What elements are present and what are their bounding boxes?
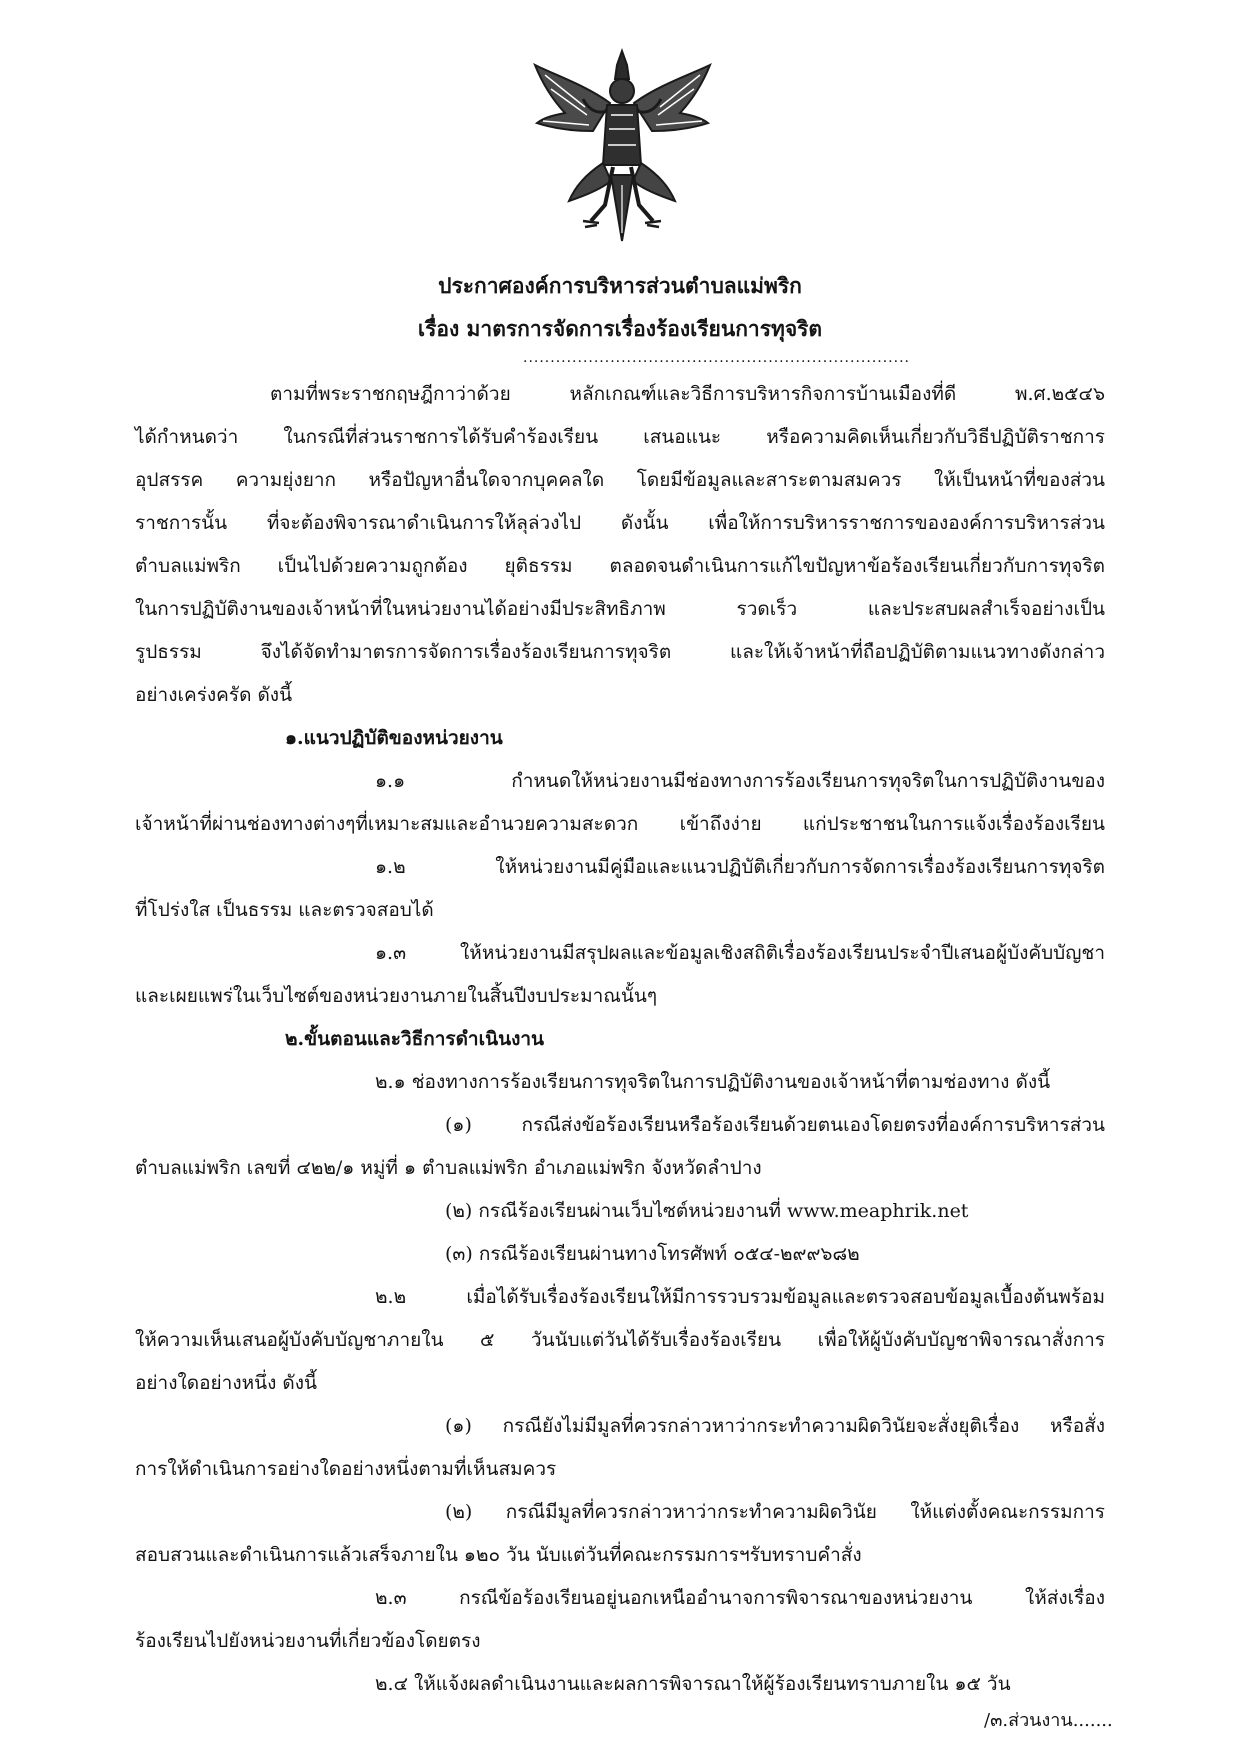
clause-line: ๑.๑ กำหนดให้หน่วยงานมีช่องทางการร้องเรียนการทุจริตในการปฏิบัติงานของ: [375, 770, 1105, 792]
section-heading: ๑.แนวปฏิบัติของหน่วยงาน: [285, 727, 503, 749]
intro-line: ราชการนั้น ที่จะต้องพิจารณาดำเนินการให้ลุล่วงไป ดังนั้น เพื่อให้การบริหารราชการขององค์การบริหารส่วน: [135, 512, 1105, 534]
clause-line: อย่างใดอย่างหนึ่ง ดังนี้: [135, 1372, 318, 1394]
clause-line: และเผยแพร่ในเว็บไซต์ของหน่วยงานภายในสิ้นปีงบประมาณนั้นๆ: [135, 985, 658, 1007]
intro-line: อุปสรรค ความยุ่งยาก หรือปัญหาอื่นใดจากบุคคลใด โดยมีข้อมูลและสาระตามสมควร ให้เป็นหน้าที่ของส่วน: [135, 469, 1105, 491]
intro-line: รูปธรรม จึงได้จัดทำมาตรการจัดการเรื่องร้องเรียนการทุจริต และให้เจ้าหน้าที่ถือปฏิบัติตามแนวทางดังกล่าว: [135, 641, 1105, 663]
announcement-subject: เรื่อง มาตรการจัดการเรื่องร้องเรียนการทุจริต: [417, 316, 823, 341]
clause-line: ร้องเรียนไปยังหน่วยงานที่เกี่ยวข้องโดยตรง: [135, 1630, 481, 1652]
clause-line: ๒.๒ เมื่อได้รับเรื่องร้องเรียนให้มีการรวบรวมข้อมูลและตรวจสอบข้อมูลเบื้องต้นพร้อม: [375, 1286, 1105, 1308]
announcement-title: ประกาศองค์การบริหารส่วนตำบลแม่พริก: [438, 273, 802, 298]
clause-line: ที่โปร่งใส เป็นธรรม และตรวจสอบได้: [135, 899, 434, 921]
clause-line: (๒) กรณีมีมูลที่ควรกล่าวหาว่ากระทำความผิดวินัย ให้แต่งตั้งคณะกรรมการ: [445, 1501, 1105, 1523]
clause-line: (๓) กรณีร้องเรียนผ่านทางโทรศัพท์ ๐๕๔-๒๙๙๖๘๒: [445, 1243, 860, 1265]
intro-line: ได้กำหนดว่า ในกรณีที่ส่วนราชการได้รับคำร้องเรียน เสนอแนะ หรือความคิดเห็นเกี่ยวกับวิธีปฏิบัติราชการ: [135, 426, 1105, 448]
clause-line: ๑.๓ ให้หน่วยงานมีสรุปผลและข้อมูลเชิงสถิติเรื่องร้องเรียนประจำปีเสนอผู้บังคับบัญชา: [375, 942, 1105, 964]
clause-line: ให้ความเห็นเสนอผู้บังคับบัญชาภายใน ๕ วันนับแต่วันได้รับเรื่องร้องเรียน เพื่อให้ผู้บังคับบัญชาพิจารณาสั่งการ: [135, 1329, 1105, 1351]
intro-line: ตามที่พระราชกฤษฎีกาว่าด้วย หลักเกณฑ์และวิธีการบริหารกิจการบ้านเมืองที่ดี พ.ศ.๒๕๔๖: [270, 383, 1105, 405]
clause-line: (๑) กรณียังไม่มีมูลที่ควรกล่าวหาว่ากระทำความผิดวินัยจะสั่งยุติเรื่อง หรือสั่ง: [445, 1415, 1105, 1437]
intro-line: ในการปฏิบัติงานของเจ้าหน้าที่ในหน่วยงานได้อย่างมีประสิทธิภาพ รวดเร็ว และประสบผลสำเร็จอย่างเป็น: [135, 598, 1105, 620]
intro-line: ตำบลแม่พริก เป็นไปด้วยความถูกต้อง ยุติธรรม ตลอดจนดำเนินการแก้ไขปัญหาข้อร้องเรียนเกี่ยวกับการทุจริต: [135, 555, 1105, 577]
garuda-emblem-icon: [525, 45, 720, 245]
clause-line: ๒.๓ กรณีข้อร้องเรียนอยู่นอกเหนืออำนาจการพิจารณาของหน่วยงาน ให้ส่งเรื่อง: [375, 1587, 1105, 1609]
clause-line: การให้ดำเนินการอย่างใดอย่างหนึ่งตามที่เห็นสมควร: [135, 1458, 557, 1480]
clause-line: ๒.๔ ให้แจ้งผลดำเนินงานและผลการพิจารณาให้ผู้ร้องเรียนทราบภายใน ๑๕ วัน: [375, 1673, 1011, 1695]
title-separator: .......................................................................: [523, 350, 910, 366]
clause-line: สอบสวนและดำเนินการแล้วเสร็จภายใน ๑๒๐ วัน นับแต่วันที่คณะกรรมการฯรับทราบคำสั่ง: [135, 1544, 862, 1566]
intro-line: อย่างเคร่งครัด ดังนี้: [135, 684, 293, 706]
next-page-marker: /๓.ส่วนงาน.......: [984, 1710, 1113, 1731]
section-heading: ๒.ขั้นตอนและวิธีการดำเนินงาน: [285, 1028, 545, 1050]
clause-line: เจ้าหน้าที่ผ่านช่องทางต่างๆที่เหมาะสมและอำนวยความสะดวก เข้าถึงง่าย แก่ประชาชนในการแจ้งเรื่องร้องเรียน: [135, 813, 1105, 835]
clause-line: ๒.๑ ช่องทางการร้องเรียนการทุจริตในการปฏิบัติงานของเจ้าหน้าที่ตามช่องทาง ดังนี้: [375, 1071, 1051, 1093]
clause-line: ๑.๒ ให้หน่วยงานมีคู่มือและแนวปฏิบัติเกี่ยวกับการจัดการเรื่องร้องเรียนการทุจริต: [375, 856, 1105, 878]
clause-line: (๑) กรณีส่งข้อร้องเรียนหรือร้องเรียนด้วยตนเองโดยตรงที่องค์การบริหารส่วน: [445, 1114, 1105, 1136]
clause-line: ตำบลแม่พริก เลขที่ ๔๒๒/๑ หมู่ที่ ๑ ตำบลแม่พริก อำเภอแม่พริก จังหวัดลำปาง: [135, 1157, 762, 1179]
clause-line: (๒) กรณีร้องเรียนผ่านเว็บไซต์หน่วยงานที่ www.meaphrik.net: [445, 1200, 969, 1222]
